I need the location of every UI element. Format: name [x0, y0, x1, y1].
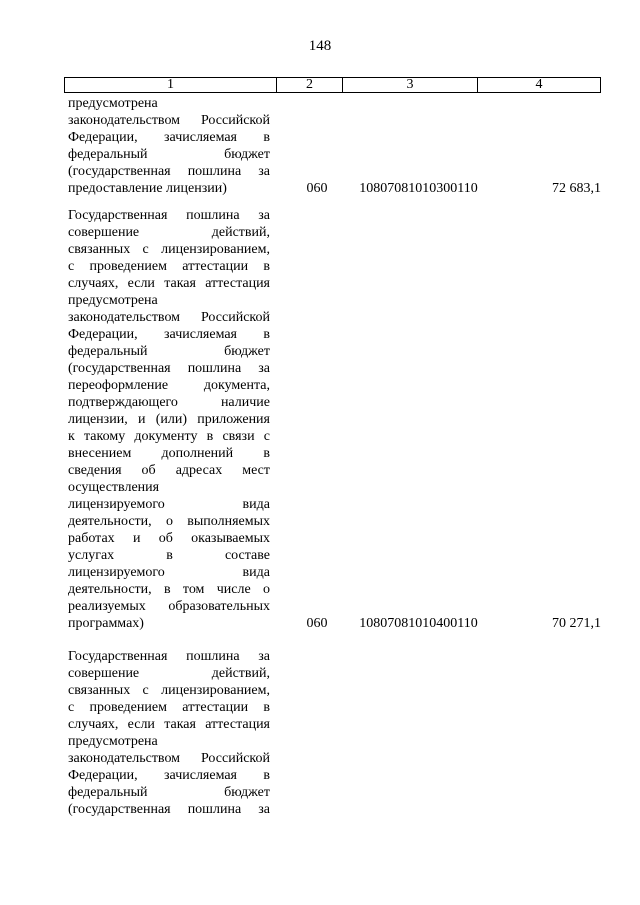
page-number: 148 [308, 38, 332, 54]
description-line: реализуемых образовательных [68, 599, 270, 614]
description-line: Государственная пошлина за [68, 649, 270, 664]
row-code: 060 [306, 616, 328, 631]
description-line: лицензируемого вида [68, 565, 270, 580]
description-line: осуществления [68, 480, 160, 495]
header-col-4: 4 [535, 77, 543, 92]
description-line: деятельности, в том числе о [68, 582, 270, 597]
description-line: законодательством Российской [68, 751, 270, 766]
table-header-row [64, 77, 601, 93]
description-line: лицензии, и (или) приложения [68, 412, 270, 427]
description-line: предоставление лицензии) [68, 181, 227, 196]
row-amount: 70 271,1 [552, 616, 601, 631]
description-line: с проведением аттестации в [68, 259, 270, 274]
row-description [68, 95, 270, 197]
description-line: внесением дополнений в [68, 446, 270, 461]
description-line: связанных с лицензированием, [68, 242, 270, 257]
description-line: (государственная пошлина за [68, 164, 270, 179]
description-line: федеральный бюджет [68, 147, 270, 162]
header-col-2: 2 [277, 78, 343, 92]
row-amount: 72 683,1 [552, 181, 601, 196]
description-line: с проведением аттестации в [68, 700, 270, 715]
row-description [68, 207, 270, 632]
description-line: (государственная пошлина за [68, 802, 270, 817]
description-line: к такому документу в связи с [68, 429, 270, 444]
description-line: федеральный бюджет [68, 344, 270, 359]
description-line: Государственная пошлина за [68, 208, 270, 223]
description-line: сведения об адресах мест [68, 463, 270, 478]
description-line: деятельности, о выполняемых [68, 514, 270, 529]
description-line: случаях, если такая аттестация [68, 276, 270, 291]
description-line: законодательством Российской [68, 113, 270, 128]
description-line: федеральный бюджет [68, 785, 270, 800]
description-line: лицензируемого вида [68, 497, 270, 512]
description-line: законодательством Российской [68, 310, 270, 325]
description-line: программах) [68, 616, 144, 631]
description-line: работах и об оказываемых [68, 531, 270, 546]
description-line: (государственная пошлина за [68, 361, 270, 376]
row-description [68, 648, 270, 818]
row-code: 060 [306, 181, 328, 196]
header-col-1: 1 [65, 78, 277, 92]
row-kbk: 10807081010300110 [359, 181, 478, 196]
row-kbk: 10807081010400110 [359, 616, 478, 631]
description-line: переоформление документа, [68, 378, 270, 393]
header-col-3: 3 [343, 78, 478, 92]
description-line: предусмотрена [68, 293, 158, 308]
description-line: связанных с лицензированием, [68, 683, 270, 698]
description-line: совершение действий, [68, 666, 270, 681]
description-line: случаях, если такая аттестация [68, 717, 270, 732]
description-line: услугах в составе [68, 548, 270, 563]
description-line: совершение действий, [68, 225, 270, 240]
description-line: предусмотрена [68, 96, 158, 111]
description-line: подтверждающего наличие [68, 395, 270, 410]
description-line: Федерации, зачисляемая в [68, 327, 270, 342]
description-line: Федерации, зачисляемая в [68, 768, 270, 783]
description-line: предусмотрена [68, 734, 158, 749]
description-line: Федерации, зачисляемая в [68, 130, 270, 145]
